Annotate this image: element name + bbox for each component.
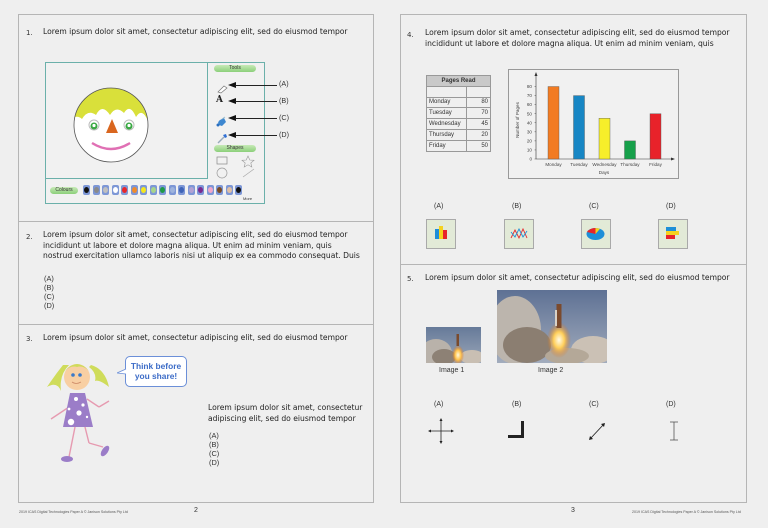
text-line: Lorem ipsum dolor sit amet, consectetur adipiscing elit, sed do eiusmod tempor (43, 230, 348, 239)
copyright-footer-left: 2019 ICAS Digital Technologies Paper A © Janison Solutions Pty Ltd (19, 510, 128, 514)
exam-page-left (18, 14, 374, 503)
option-label-b: (B) (512, 401, 522, 408)
option-d[interactable]: (D) (44, 301, 55, 310)
question-number: 4. (407, 31, 414, 39)
svg-text:10: 10 (526, 147, 532, 153)
text-line: Lorem ipsum dolor sit amet, consectetur (208, 403, 363, 412)
line-icon (243, 169, 254, 177)
svg-text:40: 40 (526, 120, 532, 126)
question-text (43, 230, 360, 262)
answer-options (209, 431, 219, 467)
svg-text:0: 0 (529, 156, 532, 162)
table-row (427, 129, 491, 140)
question-number: 5. (407, 275, 414, 283)
option-a[interactable]: (A) (209, 431, 219, 440)
table-row (427, 97, 491, 108)
option-label-a: (A) (434, 203, 444, 210)
question-3 (19, 325, 373, 503)
svg-text:70: 70 (526, 93, 532, 99)
image-1-caption: Image 1 (439, 367, 465, 374)
svg-text:Tuesday: Tuesday (570, 162, 588, 167)
bubble-line: Think before (130, 361, 182, 371)
bar (625, 141, 636, 159)
tool-label-d: (D) (279, 130, 289, 139)
text-ibeam-cursor-icon[interactable] (659, 416, 689, 446)
question-text: Lorem ipsum dolor sit amet, consectetur adipiscing elit, sed do eiusmod tempor (43, 333, 348, 342)
colour-swatch[interactable] (83, 185, 90, 195)
copyright-footer-right: 2019 ICAS Digital Technologies Paper A © Janison Solutions Pty Ltd (632, 510, 741, 514)
question-number: 1. (26, 29, 33, 37)
colour-swatch[interactable] (188, 185, 195, 195)
y-axis-label: Number of Pages (515, 102, 520, 138)
rectangle-icon (217, 157, 227, 164)
bubble-tail (117, 368, 127, 376)
option-b[interactable]: (B) (209, 440, 219, 449)
colour-swatch[interactable] (93, 185, 100, 195)
column-chart-icon[interactable] (426, 219, 456, 249)
colour-swatch[interactable] (140, 185, 147, 195)
option-label-d: (D) (666, 203, 676, 210)
question-2 (19, 222, 373, 325)
day-cell: Thursday (427, 129, 467, 140)
option-label-c: (C) (589, 203, 599, 210)
value-cell: 50 (467, 140, 491, 151)
exam-page-right (400, 14, 747, 503)
tool-label-b: (B) (279, 96, 289, 105)
colour-swatch[interactable] (159, 185, 166, 195)
tool-label-a: (A) (279, 79, 289, 88)
option-b[interactable]: (B) (44, 283, 54, 292)
svg-text:20: 20 (526, 138, 532, 144)
drawing-canvas (46, 63, 208, 179)
text-line: Lorem ipsum dolor sit amet, consectetur adipiscing elit, sed do eiusmod tempor (425, 28, 730, 37)
bar (650, 114, 661, 159)
bar-chart (508, 69, 679, 179)
value-cell: 70 (467, 108, 491, 119)
value-cell: 45 (467, 119, 491, 130)
table-row (427, 119, 491, 130)
rocket-launch-image-2 (497, 290, 607, 363)
colour-swatch[interactable] (131, 185, 138, 195)
x-axis-label: Days (598, 170, 610, 175)
question-4 (401, 15, 746, 265)
day-cell: Wednesday (427, 119, 467, 130)
question-number: 2. (26, 233, 33, 241)
option-d[interactable]: (D) (209, 458, 220, 467)
svg-text:50: 50 (526, 111, 532, 117)
svg-text:Monday: Monday (545, 162, 562, 167)
colour-swatch[interactable] (112, 185, 119, 195)
pointer-line (235, 85, 277, 86)
colour-swatch[interactable] (207, 185, 214, 195)
line-chart-icon[interactable] (504, 219, 534, 249)
question-text: Lorem ipsum dolor sit amet, consectetur adipiscing elit, sed do eiusmod tempor (43, 27, 348, 36)
pie-chart-icon[interactable] (581, 219, 611, 249)
shapes-palette (214, 155, 262, 179)
day-cell: Monday (427, 97, 467, 108)
option-label-a: (A) (434, 401, 444, 408)
colour-swatch[interactable] (235, 185, 242, 195)
table-header: Pages Read (427, 76, 491, 87)
bar (574, 96, 585, 159)
table-row (427, 140, 491, 151)
pointer-line (235, 118, 277, 119)
colour-swatch[interactable] (216, 185, 223, 195)
option-a[interactable]: (A) (44, 274, 54, 283)
question-text: Lorem ipsum dolor sit amet, consectetur adipiscing elit, sed do eiusmod tempor (425, 273, 730, 282)
rocket-launch-image-1 (426, 327, 481, 363)
colours-label: Colours (50, 187, 78, 194)
tool-label-c: (C) (279, 113, 289, 122)
question-number: 3. (26, 335, 33, 343)
image-2-caption: Image 2 (538, 367, 564, 374)
svg-text:60: 60 (526, 102, 532, 108)
answer-options (44, 274, 54, 310)
question-text (425, 28, 730, 49)
svg-text:30: 30 (526, 129, 532, 135)
svg-text:Wednesday: Wednesday (592, 162, 617, 167)
option-label-c: (C) (589, 401, 599, 408)
paint-bucket-icon[interactable] (216, 112, 228, 122)
colour-swatch[interactable] (169, 185, 176, 195)
more-colours-label[interactable]: More (243, 196, 253, 201)
move-cursor-icon[interactable] (426, 416, 456, 446)
text-line: incididunt ut labore et dolore magna aliqua. Ut enim ad minim veniam, quis (425, 38, 714, 48)
text-tool-icon[interactable]: A (216, 95, 223, 105)
face-drawing (46, 63, 208, 179)
day-cell: Friday (427, 140, 467, 151)
page-number-right: 3 (571, 507, 575, 514)
circle-icon (217, 168, 227, 178)
bar-chart-icon[interactable] (658, 219, 688, 249)
bar-chart-svg (509, 70, 680, 180)
bar (548, 87, 559, 159)
option-c[interactable]: (C) (44, 292, 55, 301)
pages-read-table (426, 75, 491, 152)
girl-illustration (39, 347, 139, 467)
pointer-line (235, 101, 277, 102)
corner-resize-handle-icon[interactable] (504, 416, 534, 446)
day-cell: Tuesday (427, 108, 467, 119)
option-label-b: (B) (512, 203, 522, 210)
option-label-d: (D) (666, 401, 676, 408)
table-cell (467, 86, 491, 97)
value-cell: 20 (467, 129, 491, 140)
star-icon (242, 156, 254, 167)
question-side-text (208, 403, 362, 424)
table-row (427, 108, 491, 119)
eyedropper-icon[interactable] (216, 129, 228, 139)
question-5 (401, 265, 746, 503)
page-number-left: 2 (194, 507, 198, 514)
colour-swatch[interactable] (197, 185, 204, 195)
bar (599, 118, 610, 159)
speech-bubble (125, 356, 187, 387)
svg-text:Friday: Friday (649, 162, 662, 167)
shapes-header: Shapes (214, 145, 256, 152)
svg-text:Thursday: Thursday (620, 162, 640, 167)
colour-swatch[interactable] (121, 185, 128, 195)
pointer-line (235, 135, 277, 136)
option-c[interactable]: (C) (209, 449, 220, 458)
colour-swatch[interactable] (226, 185, 233, 195)
svg-text:80: 80 (526, 84, 532, 90)
paint-app-window (45, 62, 265, 204)
question-1 (19, 15, 373, 222)
diagonal-resize-cursor-icon[interactable] (582, 416, 612, 446)
bubble-line: you share! (134, 371, 178, 381)
text-line: nostrud exercitation ullamco laboris nisi ut aliquip ex ea commodo consequat. Duis (43, 251, 360, 260)
value-cell: 80 (467, 97, 491, 108)
text-line: incididunt ut labore et dolore magna aliqua. Ut enim ad minim veniam, quis (43, 240, 332, 250)
eraser-icon[interactable] (216, 79, 228, 89)
text-line: adipiscing elit, sed do eiusmod tempor (208, 413, 356, 423)
colour-swatch[interactable] (150, 185, 157, 195)
tools-header: Tools (214, 65, 256, 72)
table-cell (427, 86, 467, 97)
colour-swatch[interactable] (178, 185, 185, 195)
colour-swatch[interactable] (102, 185, 109, 195)
